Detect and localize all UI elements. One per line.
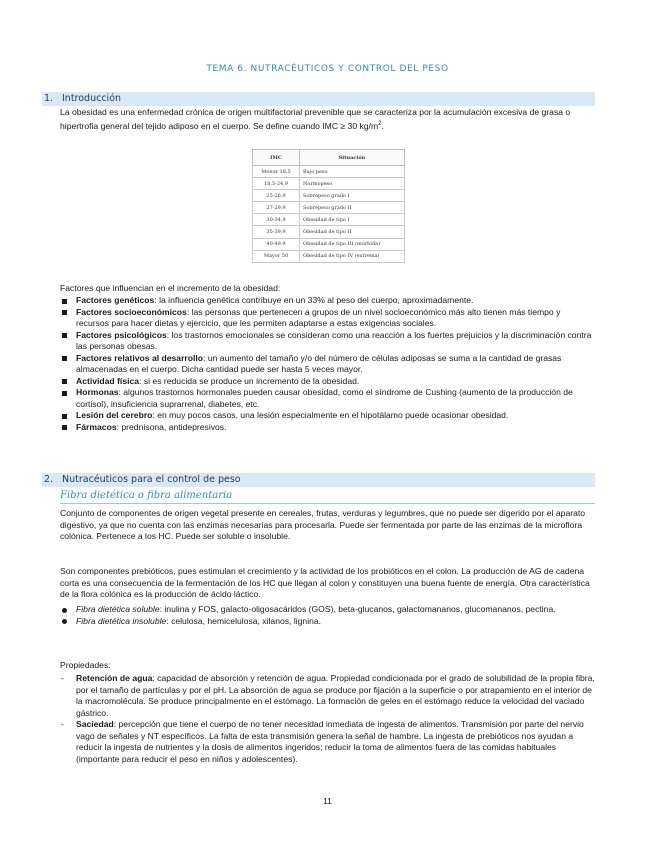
situacion-cell: Obesidad de tipo I	[300, 214, 405, 226]
factor-term: Fármacos	[76, 421, 117, 432]
dash-bullet-icon: -	[61, 673, 64, 683]
factor-term: Hormonas	[76, 387, 119, 397]
factor-term: Factores relativos al desarrollo	[76, 352, 204, 363]
fiber-definition-paragraph: Conjunto de componentes de origen vegetal presente en cereales, frutas, verduras y legumbres, que no puede ser digerido por el aparato digestivo, ya que no cuenta con las enzimas necesarias para procesarla. Puede ser fermentada por parte de las enzimas de la microflora colónica. Pertenece a los HC. Puede ser soluble o insoluble.	[60, 508, 586, 541]
square-bullet-icon	[62, 299, 67, 304]
table-row	[253, 226, 405, 238]
table-row	[253, 166, 405, 178]
intro-suffix: .	[381, 120, 384, 131]
list-item	[60, 376, 595, 388]
imc-header-cell: IMC	[253, 150, 300, 166]
document-title: TEMA 6. NUTRACÉUTICOS Y CONTROL DEL PESO	[206, 64, 449, 74]
properties-list	[60, 673, 595, 765]
factor-term: Factores genéticos	[76, 295, 155, 305]
table-row	[253, 202, 405, 214]
imc-table-header-row	[253, 150, 405, 166]
fiber-type-text: : celulosa, hemicelulosa, xilanos, lignina.	[166, 615, 322, 626]
table-row	[253, 250, 405, 262]
table-row	[253, 178, 405, 190]
imc-table	[252, 149, 405, 263]
square-bullet-icon	[62, 356, 67, 361]
prebiotic-paragraph: Son componentes prebióticos, pues estimulan el crecimiento y la actividad de los probióticos en el colon. La producción de AG de cadena corta es una consecuencia de la fermentación de los HC que llegan al colon y constituyen una buena fuente de energía. Otra característica de la flora colónica es la producción de ácido láctico.	[60, 566, 590, 599]
section-1-heading	[42, 92, 595, 106]
list-item	[60, 604, 595, 616]
intro-superscript: 2	[378, 120, 382, 127]
situacion-header-cell: Situación	[300, 150, 405, 166]
list-item	[60, 616, 595, 628]
factors-intro: Factores que influencian en el incremento de la obesidad:	[60, 283, 281, 293]
square-bullet-icon	[62, 379, 67, 384]
table-row	[253, 238, 405, 250]
factor-term: Lesión del cerebro	[76, 410, 153, 420]
section-2-number: 2.	[44, 474, 54, 485]
imc-cell: 35-39,9	[253, 226, 300, 238]
list-item	[60, 673, 595, 719]
subsection-heading: Fibra dietética o fibra alimentaria	[60, 489, 595, 504]
factor-term: Factores socioeconómicos	[76, 306, 187, 317]
section-2-title: Nutracéuticos para el control de peso	[62, 474, 241, 485]
property-term: Retención de agua	[76, 673, 153, 683]
square-bullet-icon	[62, 333, 67, 338]
factor-text: : en muy pocos casos, una lesión especialmente en el hipotálamo puede ocasionar obesidad.	[152, 410, 509, 420]
fiber-type-term: Fibra dietética soluble	[76, 604, 160, 614]
factor-term: Actividad física	[76, 375, 140, 386]
square-bullet-icon	[62, 310, 67, 315]
imc-cell: 40-49,9	[253, 238, 300, 250]
property-text: : percepción que tiene el cuerpo de no tener necesidad inmediata de ingesta de alimentos. Transmisión por parte del nervio vago de señales y NT específicos. La falta de esta transmisión genera la señal de hambre. La ingesta de prebióticos nos ayudan a reducir la ingesta de nutrientes y la dosis de alimentos ingeridos; reducir la toma de alimentos fuera de las comidas habituales (importante para reducir el peso en niños y adolescentes).	[76, 719, 584, 764]
situacion-cell: Normopeso	[300, 178, 405, 190]
property-term: Saciedad	[76, 719, 114, 729]
imc-cell: Menor 18,5	[253, 166, 300, 178]
list-item	[60, 410, 595, 422]
properties-intro: Propiedades:	[60, 660, 111, 670]
factors-list	[60, 295, 595, 433]
section-2-heading	[42, 473, 595, 487]
factor-text: : la influencia genética contribuye en un 33% al peso del cuerpo, aproximadamente.	[154, 295, 474, 305]
situacion-cell: Sobrepeso grado I	[300, 190, 405, 202]
fiber-type-text: : inulina y FOS, galacto-oligosacáridos (GOS), beta-glucanos, galactomananos, glucomananos, pectina.	[159, 604, 556, 614]
dash-bullet-icon: -	[61, 719, 64, 729]
fiber-types-list	[60, 604, 595, 627]
round-bullet-icon	[62, 619, 67, 624]
imc-cell: 25-26,9	[253, 190, 300, 202]
situacion-cell: Obesidad de tipo IV (extrema)	[300, 250, 405, 262]
list-item	[60, 307, 595, 330]
square-bullet-icon	[62, 391, 67, 396]
imc-cell: Mayor 50	[253, 250, 300, 262]
imc-cell: 18,5-24,9	[253, 178, 300, 190]
situacion-cell: Bajo peso	[300, 166, 405, 178]
section-1-title: Introducción	[62, 93, 122, 104]
list-item	[60, 295, 595, 307]
factor-text: : algunos trastornos hormonales pueden causar obesidad, como el síndrome de Cushing (aumento de la producción de cortisol), insuficiencia suprarrenal, diabetes, etc.	[76, 387, 573, 409]
list-item	[60, 387, 595, 410]
section-1-number: 1.	[44, 93, 54, 104]
list-item	[60, 353, 595, 376]
table-row	[253, 190, 405, 202]
factor-text: : las personas que pertenecen a grupos de un nivel socioeconómico más alto tienen más tiempo y recursos para hacer dietas y ejercicio, que les permiten adaptarse a estas exigencias sociales.	[76, 306, 561, 328]
square-bullet-icon	[62, 425, 67, 430]
property-text: : capacidad de absorción y retención de agua. Propiedad condicionada por el grado de solubilidad de la propia fibra, por el tamaño de partículas y por el pH. La absorción de agua se produce por fijación a la superficie o por atrapamiento en el interior de la macromolécula. Se produce principalmente en el estómago. La formación de geles en el estómago reduce la velocidad del vaciado gástrico.	[76, 673, 595, 718]
situacion-cell: Obesidad de tipo III (mórbida)	[300, 238, 405, 250]
square-bullet-icon	[62, 414, 67, 419]
fiber-type-term: Fibra dietética insoluble	[76, 615, 167, 626]
imc-cell: 30-34,9	[253, 214, 300, 226]
list-item	[60, 330, 595, 353]
table-row	[253, 214, 405, 226]
situacion-cell: Obesidad de tipo II	[300, 226, 405, 238]
list-item	[60, 422, 595, 434]
factor-text: : prednisona, antidepresivos.	[116, 421, 227, 432]
factor-text: : un aumento del tamaño y/o del número de células adiposas se suma a la cantidad de grasas almacenadas en el cuerpo. Dicha cantidad puede ser hasta 5 veces mayor.	[76, 352, 562, 374]
factor-text: : si es reducida se produce un incremento de la obesidad.	[139, 375, 360, 386]
imc-cell: 27-29,9	[253, 202, 300, 214]
page-number: 11	[323, 796, 332, 806]
intro-paragraph	[60, 107, 595, 132]
situacion-cell: Sobrepeso grado II	[300, 202, 405, 214]
list-item	[60, 719, 595, 765]
intro-text: La obesidad es una enfermedad crónica de origen multifactorial prevenible que se caracteriza por la acumulación excesiva de grasa o hipertrofia general del tejido adiposo en el cuerpo. Se define cuando IMC ≥ 30 kg/m	[60, 107, 571, 131]
imc-table-figure	[252, 149, 405, 263]
round-bullet-icon	[62, 608, 67, 613]
factor-term: Factores psicológicos	[76, 329, 167, 340]
factor-text: : los trastornos emocionales se consideran como una reacción a los fuertes prejuicios y la discriminación contra las personas obesas.	[76, 329, 592, 351]
